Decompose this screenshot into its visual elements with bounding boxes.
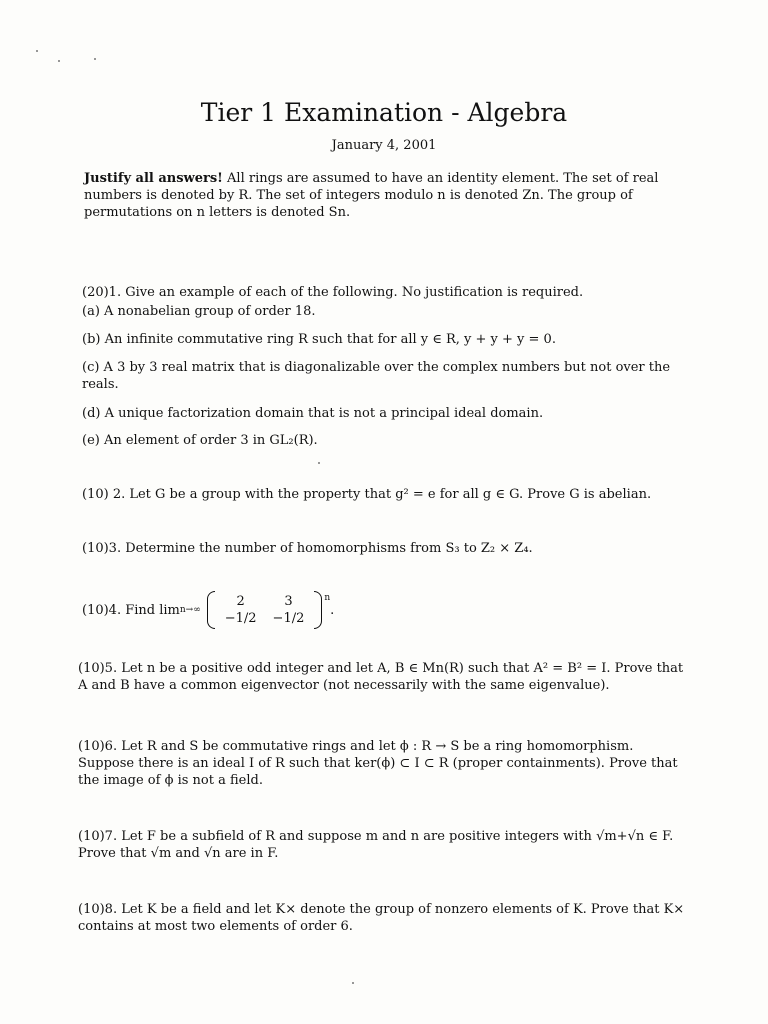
instructions-emphasis: Justify all answers! bbox=[84, 171, 223, 186]
problem-1b: (b) An infinite commutative ring R such that for all y ∈ R, y + y + y = 0. bbox=[82, 332, 556, 347]
problem-1: (20)1. Give an example of each of the following. No justification is required. bbox=[82, 285, 584, 300]
page-title: Tier 1 Examination - Algebra bbox=[200, 98, 568, 127]
problem-5: (10)5. Let n be a positive odd integer and let A, B ∈ Mn(R) such that A² = B² = I. Prove that A and B have a common eigenvector (not necessarily with the same eigenvalue). bbox=[78, 661, 684, 693]
problem-1e: (e) An element of order 3 in GL₂(R). bbox=[82, 433, 318, 448]
problem-8: (10)8. Let K be a field and let K× denote the group of nonzero elements of K. Prove that K× contains at most two elements of order 6. bbox=[78, 902, 685, 934]
problem-4-prefix: (10)4. Find lim bbox=[82, 602, 180, 618]
problem-1a: (a) A nonabelian group of order 18. bbox=[82, 304, 316, 319]
instructions-text: All rings are assumed to have an identity element. The set of real numbers is denoted by R. The set of integers modulo n is denoted Zn. The group of permutations on n letters is denoted Sn. bbox=[84, 171, 659, 220]
matrix-exponent: n bbox=[324, 593, 331, 603]
problem-7: (10)7. Let F be a subfield of R and suppose m and n are positive integers with √m+√n ∈ F. Prove that √m and √n are in F. bbox=[78, 829, 674, 861]
problem-4-suffix: . bbox=[330, 602, 335, 618]
scan-speck bbox=[318, 462, 320, 464]
problem-2: (10) 2. Let G be a group with the property that g² = e for all g ∈ G. Prove G is abelian. bbox=[82, 487, 652, 502]
matrix-entry: −1/2 bbox=[272, 611, 305, 626]
scan-speck bbox=[94, 58, 96, 60]
matrix bbox=[207, 593, 323, 627]
scan-speck bbox=[352, 982, 354, 984]
matrix-entry: 3 bbox=[284, 594, 293, 609]
matrix-entry: −1/2 bbox=[224, 611, 257, 626]
problem-4 bbox=[82, 590, 688, 630]
scan-speck bbox=[36, 50, 38, 52]
instructions bbox=[84, 170, 688, 221]
problem-3: (10)3. Determine the number of homomorphisms from S₃ to Z₂ × Z₄. bbox=[82, 541, 533, 556]
exam-date: January 4, 2001 bbox=[331, 138, 437, 153]
problem-4-limit-subscript: n→∞ bbox=[179, 604, 201, 615]
problem-1c: (c) A 3 by 3 real matrix that is diagonalizable over the complex numbers but not over the reals. bbox=[82, 360, 671, 392]
scan-speck bbox=[58, 60, 60, 62]
problem-6: (10)6. Let R and S be commutative rings and let ϕ : R → S be a ring homomorphism. Suppose there is an ideal I of R such that ker(ϕ) ⊂ I ⊂ R (proper containments). Prove that the image of ϕ is not a field. bbox=[78, 739, 678, 788]
problem-1d: (d) A unique factorization domain that is not a principal ideal domain. bbox=[82, 406, 544, 421]
matrix-entry: 2 bbox=[236, 594, 245, 609]
